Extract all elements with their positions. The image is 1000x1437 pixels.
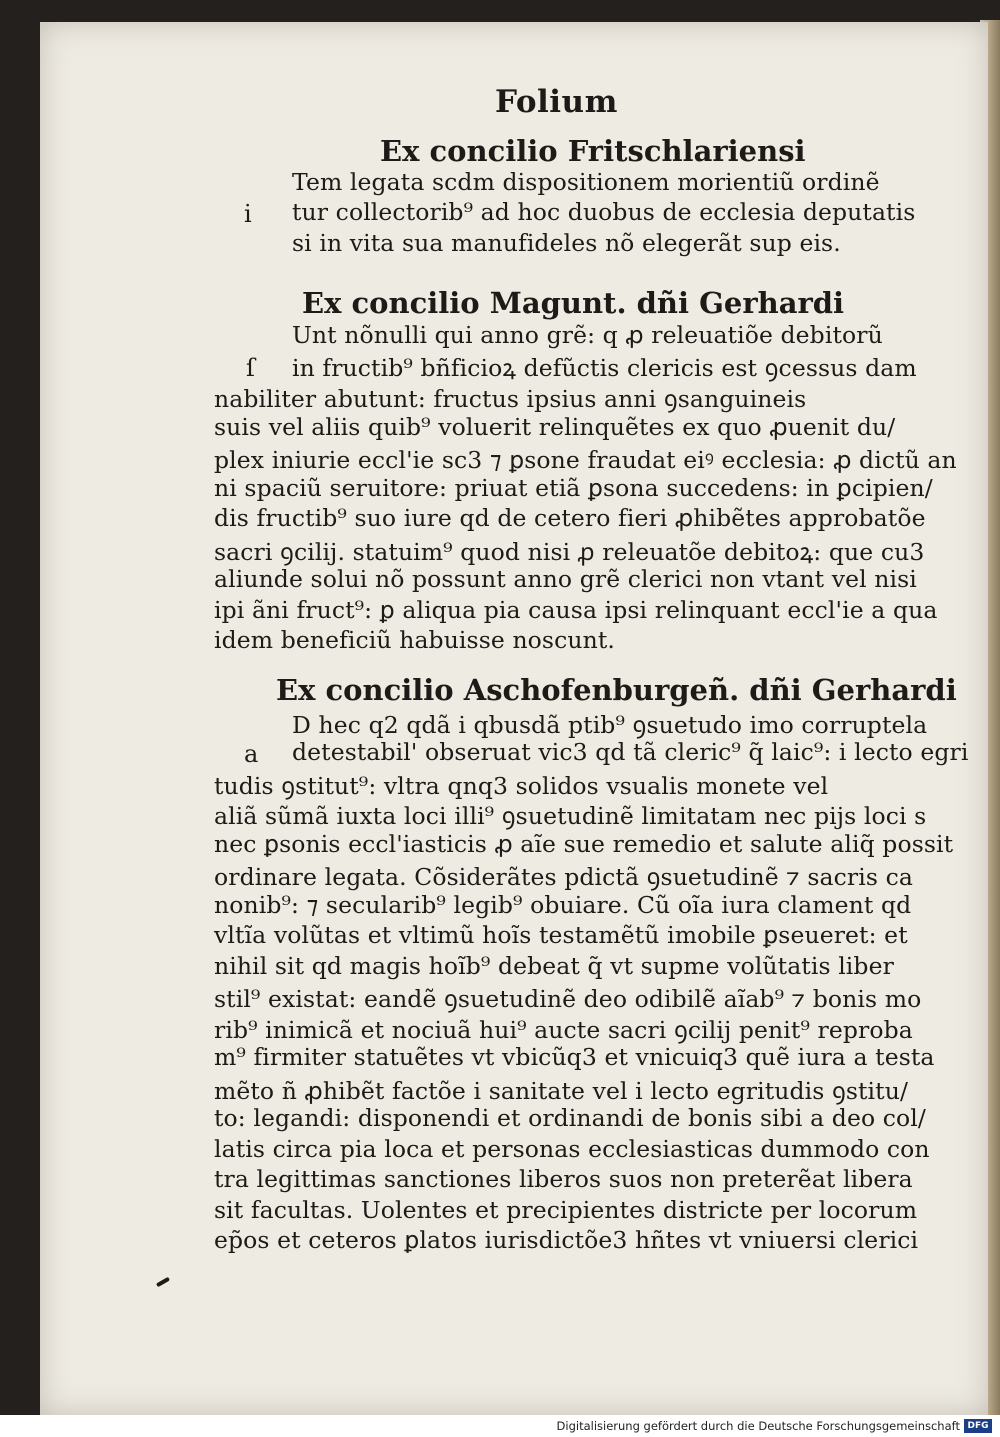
text-line: latis circa pia loca et personas ecclesiasticas dummodo con — [214, 1135, 930, 1163]
text-line: dis fructib⁹ suo iure qd de cetero fieri ꝓhibẽtes approbatõe — [214, 504, 926, 532]
text-line: nec ꝑsonis eccl'iasticis ꝓ aĩe sue remedio et salute aliq̃ possit — [214, 830, 954, 858]
section-heading: Ex concilio Magunt. dñi Gerhardi — [302, 286, 845, 320]
text-line: suis vel aliis quib⁹ voluerit relinquẽtes ex quo ꝓuenit du/ — [214, 413, 896, 441]
text-line: rib⁹ inimicã et nociuã hui⁹ aucte sacri ꝯcilij penit⁹ reproba — [214, 1016, 913, 1044]
text-line: mẽto ñ ꝓhibẽt factõe i sanitate vel i lecto egritudis ꝯstitu/ — [214, 1077, 908, 1105]
section-heading: Ex concilio Aschofenburgeñ. dñi Gerhardi — [276, 673, 957, 707]
text-line: Tem legata scdm dispositionem morientiũ ordinẽ — [292, 168, 880, 196]
text-line: Unt nõnulli qui anno grẽ: q ꝓ releuatiõe debitorũ — [292, 321, 883, 349]
text-line: si in vita sua manufideles nõ elegerãt sup eis. — [292, 229, 841, 257]
text-line: plex iniurie eccl'ie sc3 ⁊ ꝑsone fraudat eiꝰ ecclesia: ꝓ dictũ an — [214, 446, 957, 474]
text-line: tra legittimas sanctiones liberos suos non preterẽat libera — [214, 1165, 913, 1193]
text-line: sacri ꝯcilij. statuim⁹ quod nisi ꝓ releuatõe debitoꝝ: que cu3 — [214, 538, 925, 566]
page-text — [40, 22, 988, 1415]
dfg-logo-icon: DFG — [964, 1419, 992, 1433]
text-line: nabiliter abutunt: fructus ipsius anni ꝯsanguineis — [214, 385, 807, 413]
text-line: D hec q2 qdã i qbusdã ptib⁹ ꝯsuetudo imo corruptela — [292, 711, 928, 739]
text-line: idem beneficiũ habuisse noscunt. — [214, 626, 615, 654]
funding-credit: Digitalisierung gefördert durch die Deutsche Forschungsgemeinschaft — [556, 1419, 960, 1433]
text-line: to: legandi: disponendi et ordinandi de bonis sibi a deo col/ — [214, 1104, 926, 1132]
text-line: ipi ãni fruct⁹: ꝑ aliqua pia causa ipsi relinquant eccl'ie a qua — [214, 596, 938, 624]
initial-guide-letter: a — [244, 740, 259, 768]
text-line: ni spaciũ seruitore: priuat etiã ꝑsona succedens: in ꝑcipien/ — [214, 474, 933, 502]
text-line: m⁹ firmiter statuẽtes vt vbicũq3 et vnicuiq3 quẽ iura a testa — [214, 1043, 935, 1071]
text-line: aliã sũmã iuxta loci illi⁹ ꝯsuetudinẽ limitatam nec pijs loci s — [214, 802, 927, 830]
text-line: vltĩa volũtas et vltimũ hoĩs testamẽtũ imobile ꝑseueret: et — [214, 921, 908, 949]
text-line: ep̃os et ceteros ꝑlatos iurisdictõe3 hñtes vt vniuersi clerici — [214, 1226, 919, 1254]
text-line: nonib⁹: ⁊ secularib⁹ legib⁹ obuiare. Cũ oĩa iura clament qd — [214, 891, 912, 919]
ink-speck — [156, 1277, 170, 1287]
text-line: detestabil' obseruat vic3 qd tã cleric⁹ q̃ laic⁹: i lecto egri — [292, 738, 969, 766]
text-line: stil⁹ existat: eandẽ ꝯsuetudinẽ deo odibilẽ aĩab⁹ ⁊ bonis mo — [214, 985, 922, 1013]
footer-bar — [0, 1415, 1000, 1437]
initial-guide-letter: i — [244, 200, 252, 228]
text-line: sit facultas. Uolentes et precipientes districte per locorum — [214, 1196, 918, 1224]
text-line: tudis ꝯstitut⁹: vltra qnq3 solidos vsualis monete vel — [214, 772, 829, 800]
text-line: in fructib⁹ bñficioꝝ defũctis clericis est ꝯcessus dam — [292, 354, 917, 382]
book-page — [40, 22, 988, 1415]
text-line: ordinare legata. Cõsiderãtes pdictã ꝯsuetudinẽ ⁊ sacris ca — [214, 863, 913, 891]
section-heading: Ex concilio Fritschlariensi — [380, 134, 806, 168]
initial-guide-letter: ſ — [246, 354, 255, 382]
text-line: aliunde solui nõ possunt anno grẽ clerici non vtant vel nisi — [214, 565, 917, 593]
folium-header: Folium — [495, 84, 618, 120]
text-line: tur collectorib⁹ ad hoc duobus de ecclesia deputatis — [292, 198, 916, 226]
text-line: nihil sit qd magis hoĩb⁹ debeat q̃ vt supme volũtatis liber — [214, 952, 894, 980]
